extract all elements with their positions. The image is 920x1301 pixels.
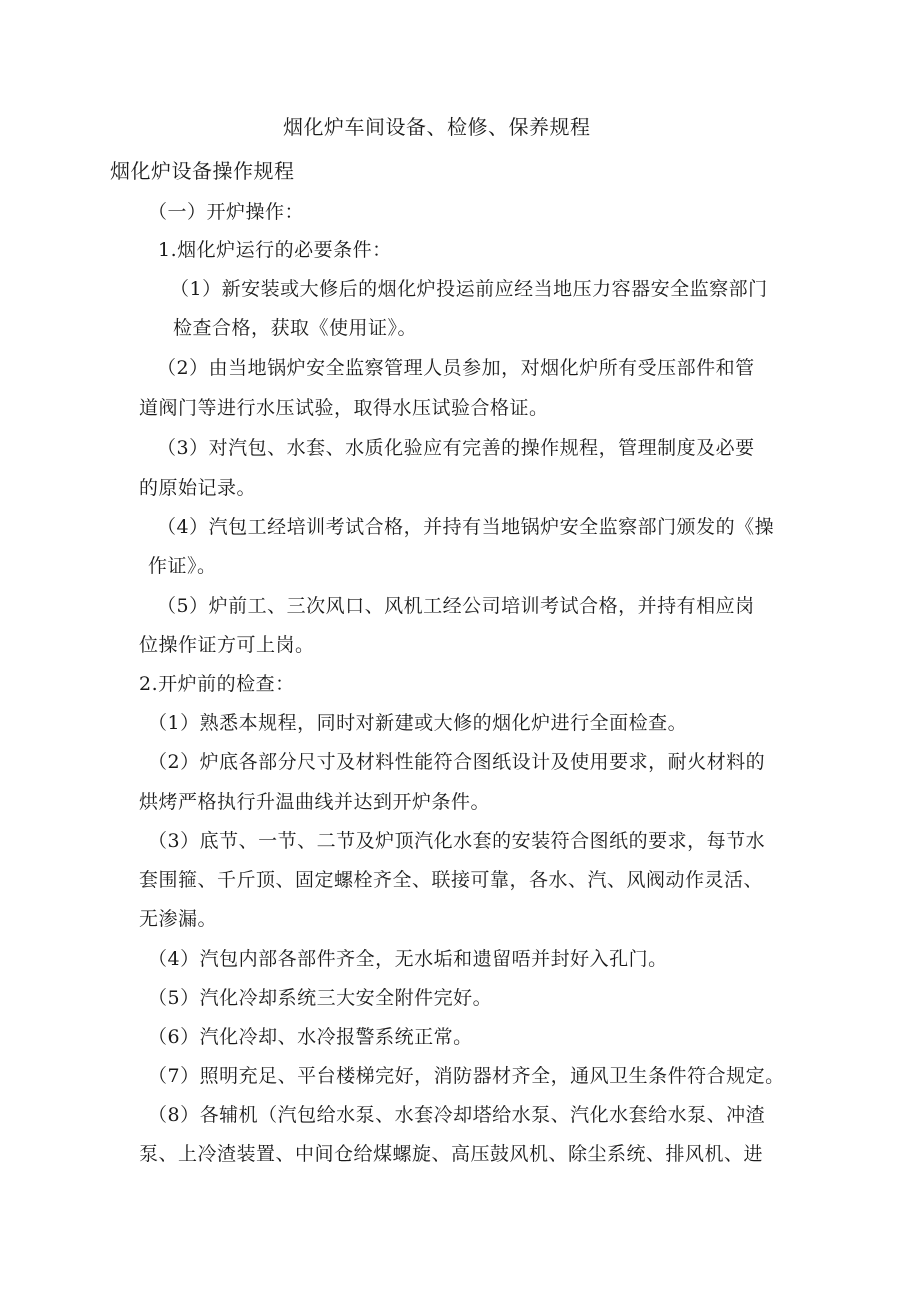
item-1-sub-5-line-2: 位操作证方可上岗。 — [139, 634, 315, 656]
item-1-sub-4-line-1: （4）汽包工经培训考试合格，并持有当地锅炉安全监察部门颁发的《操 — [157, 516, 775, 538]
item-2-sub-3-line-2: 套围箍、千斤顶、固定螺栓齐全、联接可靠，各水、汽、风阀动作灵活、 — [139, 869, 764, 891]
item-2-heading: 2.开炉前的检查： — [139, 673, 295, 695]
item-2-sub-3-line-3: 无渗漏。 — [139, 908, 218, 930]
item-2-sub-8-line-2: 泵、上冷渣装置、中间仓给煤螺旋、高压鼓风机、除尘系统、排风机、进 — [139, 1143, 764, 1165]
item-2-sub-2-line-1: （2）炉底各部分尺寸及材料性能符合图纸设计及使用要求，耐火材料的 — [148, 751, 766, 773]
item-1-sub-1-line-1: （1）新安装或大修后的烟化炉投运前应经当地压力容器安全监察部门 — [170, 278, 768, 300]
item-1-sub-3-line-2: 的原始记录。 — [139, 477, 257, 499]
item-2-sub-1: （1）熟悉本规程，同时对新建或大修的烟化炉进行全面检查。 — [148, 712, 688, 734]
item-1-heading: 1.烟化炉运行的必要条件： — [158, 239, 392, 261]
item-1-sub-2-line-2: 道阀门等进行水压试验，取得水压试验合格证。 — [139, 397, 549, 419]
item-2-sub-6: （6）汽化冷却、水冷报警系统正常。 — [148, 1026, 473, 1048]
item-2-sub-8-line-1: （8）各辅机（汽包给水泵、水套冷却塔给水泵、汽化水套给水泵、冲渣 — [148, 1104, 766, 1126]
item-1-sub-3-line-1: （3）对汽包、水套、水质化验应有完善的操作规程，管理制度及必要 — [157, 437, 755, 459]
item-2-sub-5: （5）汽化冷却系统三大安全附件完好。 — [148, 987, 493, 1009]
item-1-sub-2-line-1: （2）由当地锅炉安全监察管理人员参加，对烟化炉所有受压部件和管 — [157, 357, 755, 379]
part-heading-open-furnace: （一）开炉操作： — [148, 201, 305, 223]
section-title: 烟化炉设备操作规程 — [110, 159, 295, 183]
item-1-sub-4-line-2: 作证》。 — [148, 555, 217, 577]
item-2-sub-7: （7）照明充足、平台楼梯完好，消防器材齐全，通风卫生条件符合规定。 — [148, 1065, 785, 1087]
item-1-sub-1-line-2: 检查合格，获取《使用证》。 — [173, 317, 418, 339]
item-1-sub-5-line-1: （5）炉前工、三次风口、风机工经公司培训考试合格，并持有相应岗 — [157, 595, 755, 617]
document-title: 烟化炉车间设备、检修、保养规程 — [283, 115, 591, 139]
item-2-sub-3-line-1: （3）底节、一节、二节及炉顶汽化水套的安装符合图纸的要求，每节水 — [148, 830, 766, 852]
item-2-sub-4: （4）汽包内部各部件齐全，无水垢和遗留唔并封好入孔门。 — [148, 948, 668, 970]
item-2-sub-2-line-2: 烘烤严格执行升温曲线并达到开炉条件。 — [139, 791, 491, 813]
